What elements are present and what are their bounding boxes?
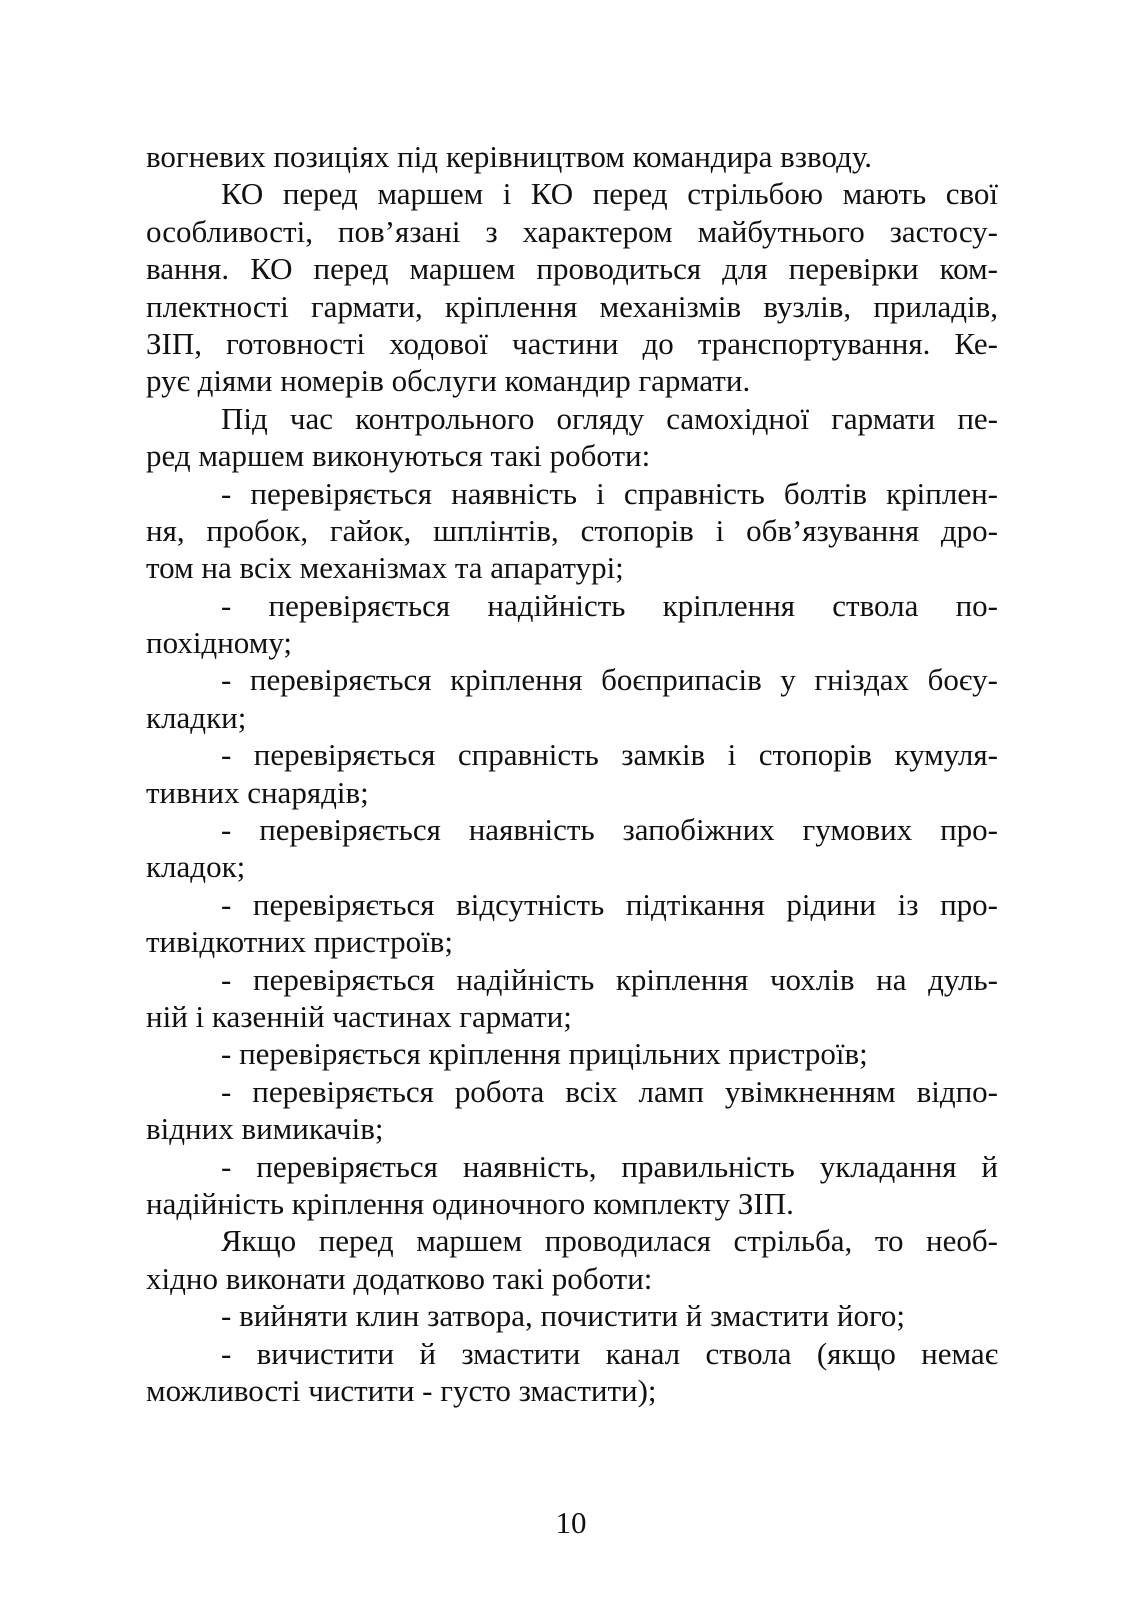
text-line: - перевіряється наявність запобіжних гумових про- bbox=[221, 812, 998, 848]
text-line: тивних снарядів; bbox=[146, 774, 369, 810]
text-line: відних вимикачів; bbox=[146, 1111, 384, 1147]
text-line: Під час контрольного огляду самохідної гармати пе- bbox=[221, 400, 998, 436]
text-line: вогневих позиціях під керівництвом командира взводу. bbox=[146, 139, 873, 174]
text-line: Якщо перед маршем проводилася стрільба, то необ- bbox=[221, 1223, 998, 1259]
text-line: можливості чистити - густо змастити); bbox=[146, 1372, 657, 1408]
text-line: том на всіх механізмах та апаратурі; bbox=[146, 550, 624, 586]
page-number: 10 bbox=[555, 1505, 587, 1540]
text-line: - перевіряється кріплення боєприпасів у гніздах боєу- bbox=[221, 662, 998, 698]
text-line: плектності гармати, кріплення механізмів вузлів, приладів, bbox=[146, 288, 998, 324]
text-line: похідному; bbox=[146, 625, 293, 661]
text-line: - перевіряється надійність кріплення чохлів на дуль- bbox=[221, 961, 998, 997]
text-line: вання. КО перед маршем проводиться для перевірки ком- bbox=[146, 251, 998, 287]
text-line: ня, пробок, гайок, шплінтів, стопорів і обв’язування дро- bbox=[146, 512, 998, 548]
body-text bbox=[146, 138, 998, 1409]
text-line: кладок; bbox=[146, 849, 246, 885]
text-line: - перевіряється надійність кріплення ствола по- bbox=[221, 587, 998, 623]
text-line: ЗІП, готовності ходової частини до транспортування. Ке- bbox=[146, 325, 998, 361]
text-line: - вичистити й змастити канал ствола (якщо немає bbox=[221, 1335, 998, 1371]
text-line: ред маршем виконуються такі роботи: bbox=[146, 438, 651, 474]
text-line: особливості, пов’язані з характером майбутнього застосу- bbox=[146, 213, 998, 249]
text-line: кладки; bbox=[146, 699, 247, 735]
text-line: рує діями номерів обслуги командир гармати. bbox=[146, 363, 751, 399]
text-line: надійність кріплення одиночного комплекту ЗІП. bbox=[146, 1185, 794, 1221]
text-line: тивідкотних пристроїв; bbox=[146, 924, 453, 960]
text-line: - перевіряється наявність і справність болтів кріплен- bbox=[221, 475, 998, 511]
text-line: ній і казенній частинах гармати; bbox=[146, 998, 572, 1034]
text-line: - перевіряється відсутність підтікання рідини із про- bbox=[221, 886, 998, 922]
text-line: - перевіряється кріплення прицільних пристроїв; bbox=[221, 1036, 868, 1072]
text-line: КО перед маршем і КО перед стрільбою мають свої bbox=[221, 176, 998, 212]
text-line: - перевіряється справність замків і стопорів кумуля- bbox=[221, 737, 998, 773]
text-line: - перевіряється робота всіх ламп увімкненням відпо- bbox=[221, 1073, 998, 1109]
text-line: хідно виконати додатково такі роботи: bbox=[146, 1260, 653, 1296]
text-line: - перевіряється наявність, правильність укладання й bbox=[221, 1148, 998, 1184]
text-line: - вийняти клин затвора, почистити й змастити його; bbox=[221, 1298, 906, 1334]
